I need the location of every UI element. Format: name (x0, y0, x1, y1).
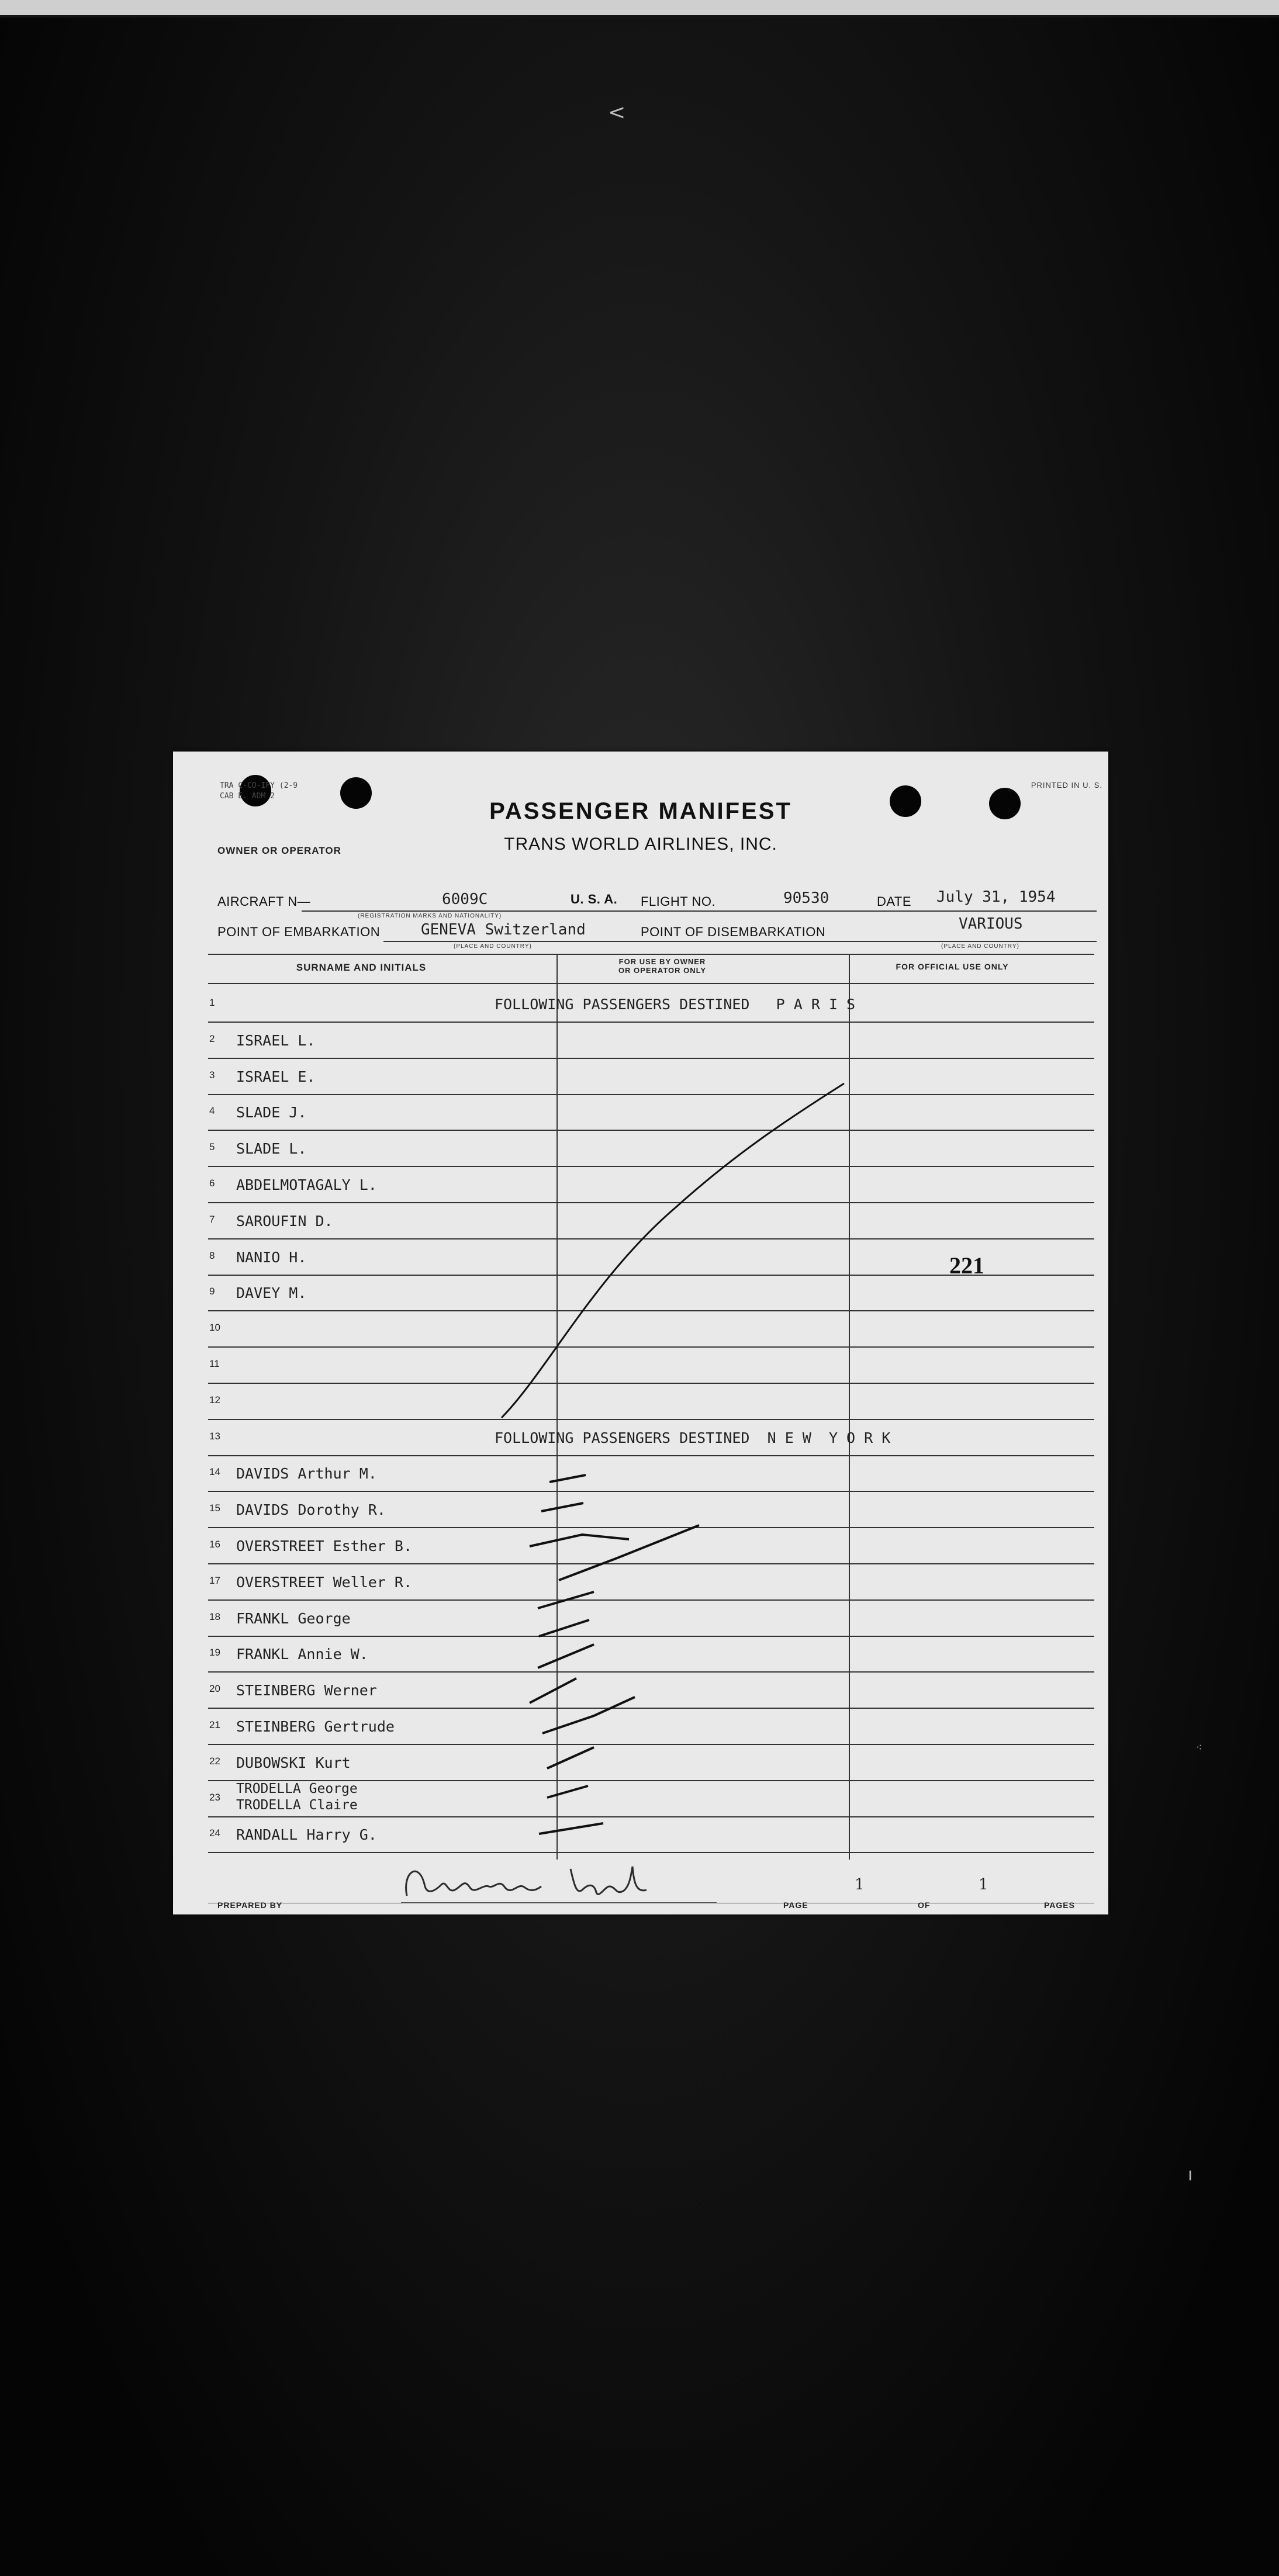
passenger-name: ISRAEL E. (236, 1068, 316, 1085)
page-number: 1 (855, 1876, 865, 1893)
row-number: 24 (209, 1827, 220, 1839)
passenger-name: STEINBERG Werner (236, 1682, 377, 1699)
destination-banner: FOLLOWING PASSENGERS DESTINED N E W Y O R K (495, 1429, 891, 1446)
total-pages: 1 (979, 1876, 988, 1893)
row-number: 19 (209, 1647, 220, 1659)
passenger-name: OVERSTREET Weller R. (236, 1573, 413, 1591)
form-id-line: TRA C-CO-IFY (2-9 (220, 781, 298, 790)
stray-mark: ⁖ (1196, 1741, 1202, 1754)
row-number: 8 (209, 1249, 215, 1261)
row-number: 21 (209, 1719, 220, 1730)
passenger-name: DAVIDS Dorothy R. (236, 1501, 386, 1519)
flight-label: FLIGHT NO. (641, 894, 716, 909)
handwritten-check-marks (173, 752, 1108, 1914)
printed-in: PRINTED IN U. S. (1031, 781, 1102, 790)
col-header-surname: SURNAME AND INITIALS (296, 962, 427, 973)
aircraft-number: 6009C (442, 891, 488, 908)
row-number: 14 (209, 1466, 220, 1478)
embarkation-value: GENEVA Switzerland (421, 921, 586, 939)
pen-stroke (502, 1083, 844, 1418)
passenger-name: TRODELLA Claire (236, 1797, 358, 1813)
row-number: 1 (209, 997, 215, 1008)
passenger-name: DAVIDS Arthur M. (236, 1465, 377, 1483)
disembarkation-value: VARIOUS (959, 915, 1023, 933)
of-label: OF (918, 1900, 931, 1910)
owner-label: OWNER OR OPERATOR (217, 845, 341, 856)
manifest-page (173, 752, 1108, 1914)
row-number: 2 (209, 1033, 215, 1044)
passenger-name: SAROUFIN D. (236, 1212, 333, 1230)
row-number: 3 (209, 1069, 215, 1081)
row-number: 20 (209, 1683, 220, 1695)
disembarkation-label: POINT OF DISEMBARKATION (641, 925, 826, 939)
row-number: 5 (209, 1141, 215, 1153)
destination-banner: FOLLOWING PASSENGERS DESTINED P A R I S (495, 996, 856, 1013)
registration-caption: (REGISTRATION MARKS AND NATIONALITY) (358, 913, 502, 919)
pages-label: PAGES (1044, 1900, 1075, 1910)
flight-number: 90530 (783, 889, 829, 907)
pen-stroke (530, 1475, 699, 1834)
passenger-name: OVERSTREET Esther B. (236, 1538, 413, 1554)
row-number: 13 (209, 1430, 220, 1442)
row-number: 15 (209, 1502, 220, 1514)
embarkation-caption: (PLACE AND COUNTRY) (454, 943, 532, 950)
disembarkation-caption: (PLACE AND COUNTRY) (941, 943, 1019, 950)
passenger-name: FRANKL Annie W. (236, 1646, 368, 1663)
row-number: 12 (209, 1394, 220, 1405)
prepared-by-label: PREPARED BY (217, 1900, 283, 1910)
scan-top-border (0, 0, 1279, 15)
row-number: 17 (209, 1574, 220, 1586)
passenger-name: STEINBERG Gertrude (236, 1718, 395, 1735)
passenger-name: RANDALL Harry G. (236, 1826, 377, 1844)
passenger-name: ABDELMOTAGALY L. (236, 1176, 377, 1193)
passenger-name: SLADE L. (236, 1140, 307, 1158)
stray-mark: < (608, 101, 626, 124)
row-number: 4 (209, 1105, 215, 1117)
row-number: 9 (209, 1286, 215, 1297)
form-id-line: CAB E. ADM 2 (220, 792, 275, 801)
col-header-official-use: FOR OFFICIAL USE ONLY (896, 962, 1009, 971)
row-number: 16 (209, 1539, 220, 1550)
row-number: 6 (209, 1178, 215, 1189)
row-number: 10 (209, 1322, 220, 1334)
official-stamp-number: 221 (949, 1252, 984, 1279)
page-label: PAGE (783, 1900, 808, 1910)
page-title: PASSENGER MANIFEST (489, 798, 792, 824)
aircraft-label: AIRCRAFT N— (217, 894, 311, 909)
date-value: July 31, 1954 (936, 888, 1056, 906)
row-number: 18 (209, 1611, 220, 1622)
passenger-name: DUBOWSKI Kurt (236, 1754, 351, 1771)
passenger-name: FRANKL George (236, 1609, 351, 1627)
col-header-owner-use: FOR USE BY OWNER OR OPERATOR ONLY (618, 957, 707, 975)
stray-mark: ı (1188, 2165, 1193, 2185)
passenger-name: TRODELLA George (236, 1781, 358, 1796)
airline-name: TRANS WORLD AIRLINES, INC. (504, 835, 777, 854)
passenger-name: NANIO H. (236, 1248, 307, 1266)
aircraft-country: U. S. A. (571, 892, 618, 906)
passenger-name: SLADE J. (236, 1104, 307, 1121)
row-number: 23 (209, 1791, 220, 1803)
date-label: DATE (877, 894, 912, 909)
row-number: 7 (209, 1213, 215, 1225)
passenger-name: ISRAEL L. (236, 1031, 316, 1049)
row-number: 22 (209, 1755, 220, 1767)
row-number: 11 (209, 1358, 220, 1369)
passenger-name: DAVEY M. (236, 1284, 307, 1302)
embarkation-label: POINT OF EMBARKATION (217, 925, 381, 939)
